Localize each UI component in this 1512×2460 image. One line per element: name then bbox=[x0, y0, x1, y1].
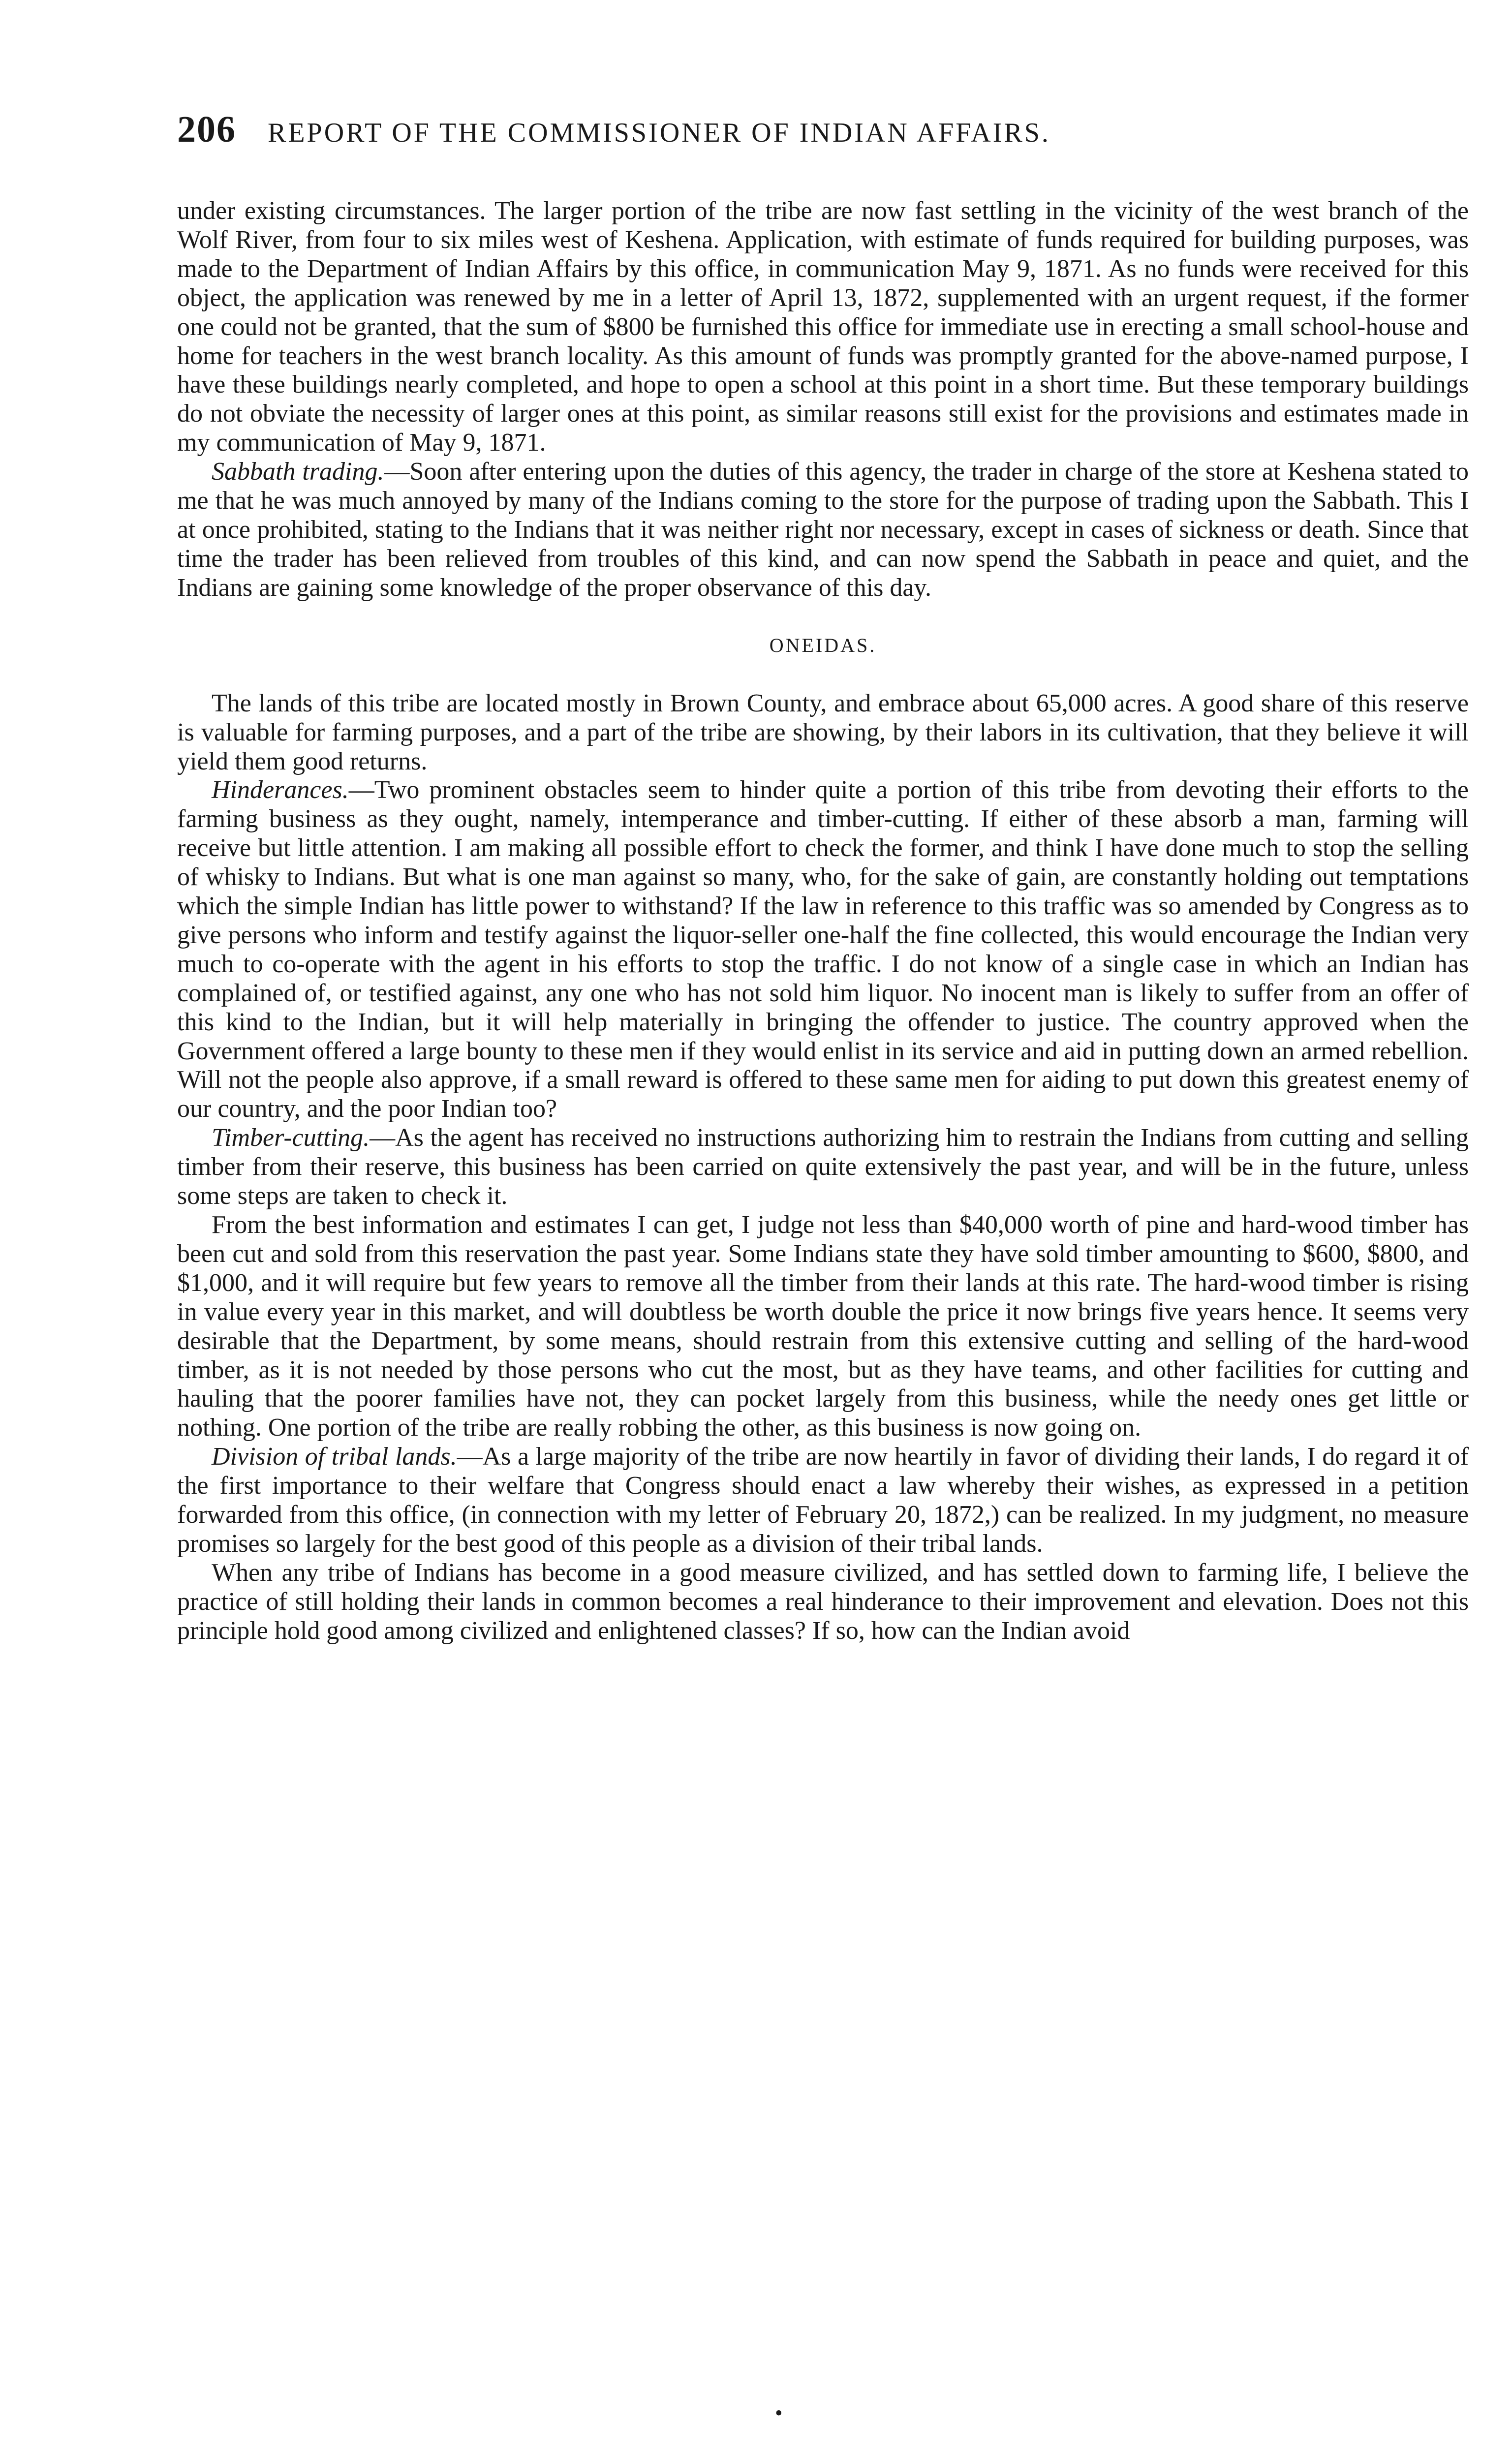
paragraph-text: When any tribe of Indians has become in a good measure civilized, and has settled down to farming life, I believe the practice of still holding their lands in common becomes a real hinderance to their improvement and elevation. Does not this principle hold good among civilized and enlightened classes? If so, how can the Indian avoid bbox=[177, 1558, 1469, 1645]
section-title: ONEIDAS. bbox=[769, 634, 877, 656]
paragraph-heading: Division of tribal lands. bbox=[212, 1443, 457, 1471]
paragraph-sabbath-trading bbox=[177, 458, 1469, 603]
paragraph-civilized-tribes bbox=[177, 1559, 1469, 1646]
paragraph-continuation bbox=[177, 197, 1469, 458]
paragraph-heading: Timber-cutting. bbox=[212, 1124, 370, 1152]
page-number: 206 bbox=[177, 109, 236, 150]
body-text bbox=[177, 197, 1469, 1646]
paragraph-estimates bbox=[177, 1211, 1469, 1443]
paragraph-heading: Sabbath trading. bbox=[212, 458, 384, 486]
paragraph-division-of-lands bbox=[177, 1443, 1469, 1559]
paragraph-text: —Two prominent obstacles seem to hinder quite a portion of this tribe from devoting their efforts to the farming business as they ought, namely, intemperance and timber-cutting. If either of these absorb a man, farming will receive but little attention. I am making all possible effort to check the former, and think I have done much to stop the selling of whisky to Indians. But what is one man against so many, who, for the sake of gain, are constantly holding out temptations which the simple Indian has little power to withstand? If the law in reference to this traffic was so amended by Congress as to give persons who inform and testify against the liquor-seller one-half the fine collected, this would encourage the Indian very much to co-operate with the agent in his efforts to stop the traffic. I do not know of a single case in which an Indian has complained of, or testified against, any one who has not sold him liquor. No inocent man is likely to suffer from an offer of this kind to the Indian, but it will help materially in bringing the offender to justice. The country approved when the Government offered a large bounty to these men if they would enlist in its service and aid in putting down an armed rebellion. Will not the people also approve, if a small reward is offered to these same men for aiding to put down this greatest enemy of our country, and the poor Indian too? bbox=[177, 776, 1469, 1123]
paragraph-text: —As a large majority of the tribe are now heartily in favor of dividing their lands, I do regard it of the first importance to their welfare that Congress should enact a law whereby their wishes, as expressed in a petition forwarded from this office, (in connection with my letter of February 20, 1872,) can be realized. In my judgment, no measure promises so largely for the best good of this people as a division of their tribal lands. bbox=[177, 1443, 1469, 1558]
footer-mark: • bbox=[775, 2401, 783, 2425]
paragraph-timber-cutting bbox=[177, 1124, 1469, 1211]
paragraph-heading: Hinderances. bbox=[212, 776, 349, 804]
paragraph-lands bbox=[177, 689, 1469, 776]
paragraph-text: —Soon after entering upon the duties of this agency, the trader in charge of the store at Keshena stated to me that he was much annoyed by many of the Indians coming to the store for the purpose of trading upon the Sabbath. This I at once prohibited, stating to the Indians that it was neither right nor necessary, except in cases of sickness or death. Since that time the trader has been relieved from troubles of this kind, and can now spend the Sabbath in peace and quiet, and the Indians are gaining some knowledge of the proper observance of this day. bbox=[177, 458, 1469, 602]
paragraph-text: —As the agent has received no instructions authorizing him to restrain the Indians from cutting and selling timber from their reserve, this business has been carried on quite extensively the past year, and will be in the future, unless some steps are taken to check it. bbox=[177, 1124, 1469, 1210]
paragraph-text: under existing circumstances. The larger portion of the tribe are now fast settling in the vicinity of the west branch of the Wolf River, from four to six miles west of Keshena. Application, with estimate of funds required for building purposes, was made to the Department of Indian Affairs by this office, in communication May 9, 1871. As no funds were received for this object, the application was renewed by me in a letter of April 13, 1872, supplemented with an urgent request, if the former one could not be granted, that the sum of $800 be furnished this office for immediate use in erecting a small school-house and home for teachers in the west branch locality. As this amount of funds was promptly granted for the above-named purpose, I have these buildings nearly completed, and hope to open a school at this point in a short time. But these temporary buildings do not obviate the necessity of larger ones at this point, as similar reasons still exist for the provisions and estimates made in my communication of May 9, 1871. bbox=[177, 197, 1469, 457]
running-head: REPORT OF THE COMMISSIONER OF INDIAN AFFAIRS. bbox=[268, 118, 1050, 148]
paragraph-text: The lands of this tribe are located mostly in Brown County, and embrace about 65,000 acres. A good share of this reserve is valuable for farming purposes, and a part of the tribe are showing, by their labors in its cultivation, that they believe it will yield them good returns. bbox=[177, 689, 1469, 775]
paragraph-hinderances bbox=[177, 776, 1469, 1124]
paragraph-text: From the best information and estimates I can get, I judge not less than $40,000 worth of pine and hard-wood timber has been cut and sold from this reservation the past year. Some Indians state they have sold timber amounting to $600, $800, and $1,000, and it will require but few years to remove all the timber from their lands at this rate. The hard-wood timber is rising in value every year in this market, and will doubtless be worth double the price it now brings five years hence. It seems very desirable that the Department, by some means, should restrain from this extensive cutting and selling of the hard-wood timber, as it is not needed by those persons who cut the most, but as they have teams, and other facilities for cutting and hauling that the poorer families have not, they can pocket largely from this business, while the needy ones get little or nothing. One portion of the tribe are really robbing the other, as this business is now going on. bbox=[177, 1211, 1469, 1442]
page-header bbox=[177, 108, 1358, 162]
